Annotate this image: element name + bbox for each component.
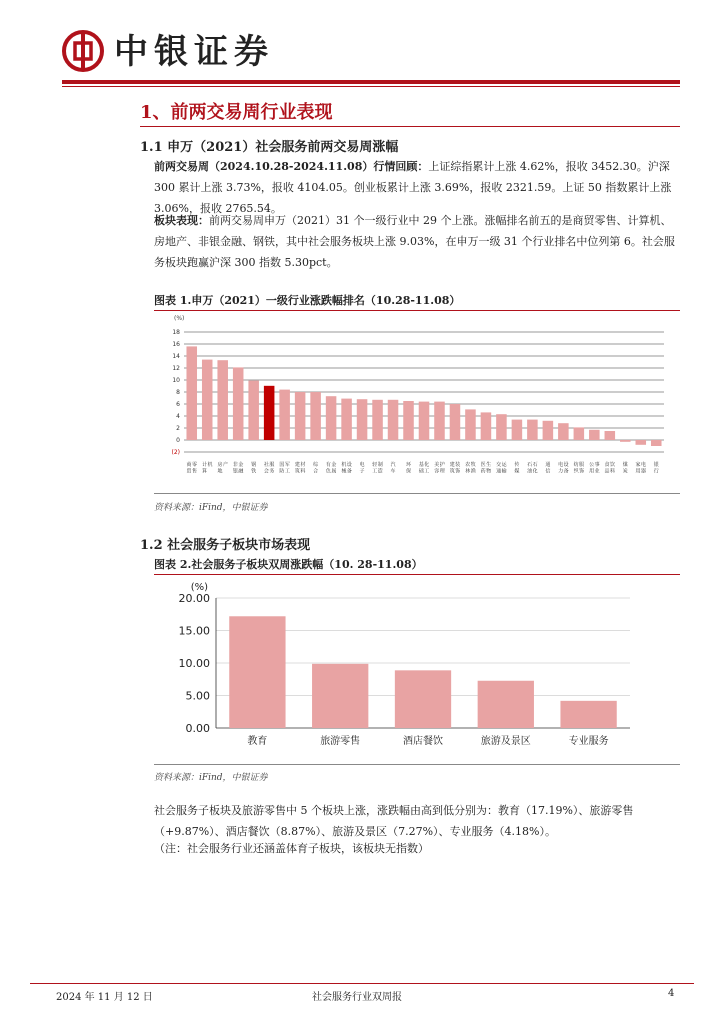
x-tick-char: 媒 [514,468,520,475]
x-tick-char: 国 [279,462,285,468]
sector-performance-paragraph [154,210,680,273]
x-tick-label [326,461,337,475]
x-tick-char: 械 [341,468,347,475]
x-tick-label [419,461,430,475]
y-tick-label: 6 [176,401,180,408]
bar-25 [558,423,569,440]
x-tick-label [636,461,647,475]
x-tick-label [391,461,396,475]
x-tick-char: 输 [501,468,507,475]
x-tick-char: 渔 [470,468,476,475]
x-tick-char: 服 [579,462,585,468]
x-tick-char: 综 [313,462,319,468]
x-tick-label: 旅游零售 [320,736,361,747]
y-axis-unit: (%) [190,582,208,593]
x-tick-char: 生 [486,462,492,468]
x-tick-char: 化 [424,462,430,468]
x-tick-char: 银 [653,462,659,468]
x-tick-char: 础 [418,468,424,475]
figure-2-bottom-rule [154,764,680,765]
x-tick-char: 信 [545,468,551,475]
y-tick-label: 0 [176,437,180,444]
sector-performance-label: 板块表现： [154,214,209,227]
x-tick-char: 环 [406,462,412,468]
x-tick-label [186,461,197,475]
note-text: （注：社会服务行业还涵盖体育子板块，该板块无指数） [154,842,429,855]
y-tick-label: 10.00 [178,657,210,670]
y-tick-label: 8 [176,389,180,396]
bar-2 [312,664,368,728]
subsection-1-title: 1.1 申万（2021）社会服务前两交易周涨幅 [140,140,399,155]
figure-1-source: 资料来源：iFind，中银证券 [154,503,268,513]
bar-9 [310,392,321,440]
x-tick-char: 军 [284,462,290,468]
y-tick-label: 18 [172,329,180,336]
x-tick-char: 机 [341,462,347,468]
x-tick-char: 煤 [622,462,628,468]
x-tick-char: 造 [377,468,383,475]
x-tick-char: 饰 [455,468,461,475]
x-tick-char: 药 [480,468,486,475]
x-tick-label: 酒店餐饮 [403,736,443,747]
x-tick-char: 筑 [449,468,455,475]
bar-22 [512,420,523,440]
x-tick-char: 轻 [372,462,378,468]
bar-4 [233,367,244,440]
x-tick-char: 非 [232,462,238,468]
bar-3 [395,670,451,728]
x-tick-char: 理 [439,468,445,475]
x-tick-char: 社 [263,462,269,468]
bar-29 [620,440,631,442]
x-tick-char: 物 [486,468,492,475]
x-tick-char: 行 [653,468,659,475]
market-review-text: 上证综指累计上涨 4.62%，报收 3452.30。沪深 300 累计上涨 3.73%，报收 4104.05。创业板累计上涨 3.69%，报收 2321.59。上证 50 指数累计上涨 3.06%，报收 2765.54。 [154,160,672,215]
x-tick-char: 属 [331,468,337,475]
x-tick-label [465,461,476,475]
x-tick-char: 工 [424,468,430,475]
x-tick-label [217,461,228,475]
figure-2-top-rule [154,574,680,575]
x-tick-label: 教育 [247,736,268,747]
y-tick-label: 4 [176,413,180,420]
bar-16 [419,402,430,440]
x-tick-label [360,461,365,475]
x-tick-char: 石 [532,462,538,468]
x-tick-label [574,461,585,475]
x-tick-char: 房 [217,462,223,468]
x-tick-label [545,461,550,475]
x-tick-char: 电 [558,462,564,468]
x-tick-char: 通 [496,468,502,475]
bar-20 [481,412,492,440]
header-rule-thin [62,86,680,87]
subsection-2-title: 1.2 社会服务子板块市场表现 [140,538,311,553]
bar-15 [403,401,414,440]
x-tick-label [295,461,306,475]
x-tick-label [481,461,492,475]
y-tick-label: 5.00 [185,689,210,703]
x-tick-label [623,461,628,475]
x-tick-char: 有 [325,462,331,468]
x-tick-char: 品 [604,468,610,475]
x-tick-label [406,461,412,475]
x-tick-char: 医 [480,462,486,468]
bar-19 [465,409,476,440]
x-tick-char: 备 [563,468,569,475]
bar-17 [434,402,445,440]
section-title-rule [140,126,680,127]
x-tick-label [654,461,659,475]
bar-14 [388,400,399,440]
x-tick-label [434,461,445,475]
industry-ranking-chart [154,312,680,490]
x-tick-char: 油 [527,468,533,475]
x-tick-label [313,461,319,475]
y-tick-label: 2 [176,425,180,432]
x-tick-char: 公 [589,462,595,468]
x-tick-char: 电 [359,462,365,468]
y-tick-label: 12 [172,365,180,372]
bar-30 [636,440,647,445]
x-tick-char: 备 [346,468,352,475]
x-tick-char: 金 [238,462,244,468]
bar-26 [574,427,585,440]
x-tick-char: 钢 [251,462,257,468]
y-tick-label: 0.00 [185,722,210,735]
x-tick-char: 农 [465,462,471,468]
x-tick-label [341,461,352,475]
x-tick-char: 装 [455,462,461,468]
x-tick-char: 零 [191,462,197,468]
y-axis-unit: (%) [174,315,185,322]
x-tick-label: 专业服务 [568,736,609,747]
x-tick-char: 力 [558,468,564,475]
x-tick-char: 汽 [390,462,396,468]
x-tick-label [605,461,616,475]
x-tick-char: 材 [300,462,306,468]
x-tick-char: 车 [390,468,396,475]
x-tick-label [279,461,290,475]
bar-8 [295,392,306,440]
bar-6 [264,386,275,440]
bar-23 [527,420,538,440]
bar-1 [186,346,197,440]
x-tick-char: 器 [641,468,647,475]
x-tick-label [372,461,383,475]
x-tick-label [589,461,600,475]
y-tick-label: 15.00 [178,624,210,638]
x-tick-label [450,461,461,475]
company-logo [62,30,104,72]
x-tick-label [233,461,245,475]
bar-11 [341,399,352,440]
bar-5 [560,701,616,728]
x-tick-char: 工 [372,468,378,475]
x-tick-char: 制 [377,462,383,468]
x-tick-char: 传 [514,462,520,468]
x-tick-char: 机 [207,462,213,468]
x-tick-char: 会 [263,468,269,475]
x-tick-char: 售 [191,468,197,475]
bar-21 [496,414,507,440]
x-tick-char: 建 [294,462,300,468]
x-tick-label [264,461,275,475]
bar-31 [651,440,662,446]
bar-12 [357,399,368,440]
sub-sector-summary: 社会服务子板块及旅游零售中 5 个板块上涨，涨跌幅由高到低分别为：教育（17.19%）、旅游零售（+9.87%）、酒店餐饮（8.87%）、旅游及景区（7.27%）、专业服务（4.18%）。 [154,804,634,838]
x-tick-char: 饰 [579,468,585,475]
x-tick-char: 设 [563,462,569,468]
x-tick-char: 容 [434,468,440,475]
x-tick-char: 通 [545,462,551,468]
y-tick-label: 10 [172,377,180,384]
x-tick-label [496,461,508,475]
bar-1 [229,616,285,728]
x-tick-char: 业 [594,468,600,475]
x-tick-char: 工 [284,468,290,475]
x-tick-label [202,461,213,475]
x-tick-char: 石 [527,462,533,468]
x-tick-char: 筑 [294,468,300,475]
x-tick-char: 用 [635,468,641,475]
x-tick-char: 融 [238,468,244,475]
bar-10 [326,396,337,440]
x-tick-char: 电 [641,462,647,468]
x-tick-char: 算 [201,468,207,475]
header-rule [62,80,680,84]
bar-27 [589,430,600,440]
x-tick-label [527,461,538,475]
x-tick-char: 食 [604,462,610,468]
x-tick-char: 美 [434,462,440,468]
x-tick-char: 银 [232,468,238,475]
figure-2-source: 资料来源：iFind，中银证券 [154,773,268,783]
bar-4 [478,681,534,728]
x-tick-char: 商 [186,462,192,468]
x-tick-char: 料 [300,468,306,475]
market-review-label: 前两交易周（2024.10.28-2024.11.08）行情回顾： [154,160,429,173]
x-tick-char: 交 [496,462,502,468]
x-tick-char: 计 [201,462,207,468]
sector-performance-text: 前两交易周申万（2021）31 个一级行业中 29 个上涨。涨幅排名前五的是商贸零售、计算机、房地产、非银金融、钢铁，其中社会服务板块上涨 9.03%，在申万一级 31 个行业排名中位列第 6。社会服务板块跑赢沪深 300 指数 5.30pct。 [154,214,675,269]
bar-7 [279,390,290,440]
x-tick-label [558,461,569,475]
x-tick-char: 基 [418,462,424,468]
x-tick-char: 铁 [251,468,257,475]
x-tick-char: 事 [594,462,600,468]
bar-24 [543,421,554,440]
figure-1-bottom-rule [154,493,680,494]
footer-rule [30,983,694,984]
x-tick-char: 料 [610,468,616,475]
y-tick-label: (2) [171,449,180,456]
x-tick-label [514,461,519,475]
figure-1-top-rule [154,310,680,311]
footer-page-number: 4 [668,988,675,999]
x-tick-char: 色 [325,468,331,475]
x-tick-char: 织 [573,468,579,475]
y-tick-label: 20.00 [178,592,210,605]
section-title: 1、前两交易周行业表现 [140,102,333,123]
bar-28 [605,431,616,440]
x-tick-label [251,461,256,475]
y-tick-label: 14 [172,353,180,360]
x-tick-char: 护 [439,462,445,468]
x-tick-char: 金 [331,462,337,468]
bar-5 [248,381,259,440]
brand-name: 中银证券 [114,32,274,72]
x-tick-char: 运 [501,462,507,468]
footer-report-name: 社会服务行业双周报 [312,992,402,1003]
sub-sector-chart [154,576,680,762]
x-tick-char: 用 [589,468,595,475]
x-tick-char: 设 [346,462,352,468]
bar-13 [372,400,383,440]
bar-2 [202,360,213,440]
bar-3 [217,360,228,440]
y-tick-label: 16 [172,341,180,348]
x-tick-char: 防 [279,468,285,475]
x-tick-char: 子 [359,468,365,475]
x-tick-char: 保 [406,468,412,475]
x-tick-char: 炭 [622,468,628,475]
x-tick-char: 林 [465,468,471,475]
x-tick-char: 化 [532,468,538,475]
x-tick-char: 建 [449,462,455,468]
x-tick-char: 服 [269,462,275,468]
bar-18 [450,404,461,440]
x-tick-char: 饮 [610,462,616,468]
x-tick-char: 合 [313,468,319,475]
x-tick-char: 务 [269,468,275,475]
x-tick-char: 地 [217,468,223,475]
figure-2-title: 图表 2.社会服务子板块双周涨跌幅（10. 28-11.08） [154,558,423,571]
footer-date: 2024 年 11 月 12 日 [56,992,153,1003]
x-tick-char: 产 [222,462,228,468]
x-tick-char: 牧 [470,462,476,468]
figure-1-title: 图表 1.申万（2021）一级行业涨跌幅排名（10.28-11.08） [154,294,461,307]
x-tick-char: 家 [635,462,641,468]
x-tick-label: 旅游及景区 [480,736,531,747]
x-tick-char: 贸 [186,468,192,475]
x-tick-char: 纺 [573,462,579,468]
